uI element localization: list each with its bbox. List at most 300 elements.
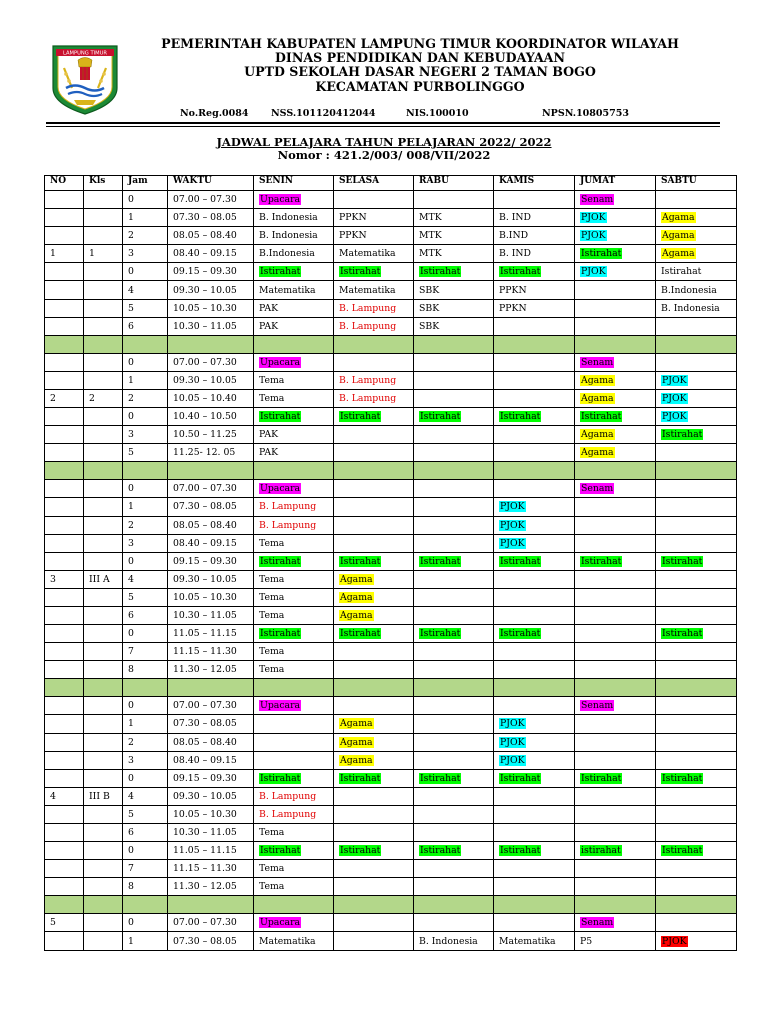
subject-cell bbox=[575, 932, 656, 950]
period-cell bbox=[123, 371, 168, 389]
nss-number: NSS.101120412044 bbox=[271, 108, 376, 119]
subject-label: 10.30 – 11.05 bbox=[173, 320, 237, 332]
subject-cell bbox=[414, 444, 494, 462]
subject-cell bbox=[494, 733, 575, 751]
subject-cell bbox=[656, 263, 737, 281]
table-row bbox=[45, 751, 737, 769]
subject-label: Agama bbox=[340, 718, 373, 730]
subject-label: Istirahat bbox=[340, 266, 381, 278]
class-number-cell bbox=[45, 878, 84, 896]
subject-label: 11.15 – 11.30 bbox=[173, 863, 237, 875]
subject-cell bbox=[334, 751, 414, 769]
subject-cell bbox=[334, 299, 414, 317]
class-level-cell bbox=[84, 516, 123, 534]
subject-cell bbox=[414, 932, 494, 950]
subject-label: 08.05 – 08.40 bbox=[173, 230, 237, 242]
period-cell bbox=[123, 697, 168, 715]
table-header-row bbox=[45, 176, 737, 191]
subject-cell bbox=[656, 824, 737, 842]
subject-cell bbox=[494, 860, 575, 878]
subject-label: MTK bbox=[419, 230, 442, 242]
class-level-cell bbox=[84, 588, 123, 606]
separator-cell bbox=[575, 896, 656, 914]
subject-cell bbox=[414, 534, 494, 552]
subject-label: 5 bbox=[128, 302, 134, 314]
subject-cell bbox=[334, 878, 414, 896]
subject-cell bbox=[575, 661, 656, 679]
subject-label: B. Lampung bbox=[259, 519, 317, 531]
subject-cell bbox=[334, 480, 414, 498]
subject-label: 0 bbox=[128, 555, 134, 567]
time-cell bbox=[168, 914, 254, 932]
subject-cell bbox=[494, 643, 575, 661]
subject-cell bbox=[254, 353, 334, 371]
subject-label: Istirahat bbox=[420, 845, 461, 857]
time-cell bbox=[168, 498, 254, 516]
subject-label: Istirahat bbox=[581, 555, 622, 567]
subject-cell bbox=[414, 552, 494, 570]
subject-cell bbox=[656, 245, 737, 263]
subject-cell bbox=[575, 209, 656, 227]
subject-label: MTK bbox=[419, 248, 442, 260]
subject-label: 4 bbox=[128, 573, 134, 585]
subject-cell bbox=[575, 805, 656, 823]
subject-label: Upacara bbox=[260, 917, 301, 929]
subject-label: 11.30 – 12.05 bbox=[173, 664, 237, 676]
subject-cell bbox=[656, 932, 737, 950]
subject-cell bbox=[656, 353, 737, 371]
class-level-cell bbox=[84, 498, 123, 516]
separator-cell bbox=[656, 335, 737, 353]
subject-label: P5 bbox=[580, 935, 593, 947]
subject-cell bbox=[414, 860, 494, 878]
subject-label: Agama bbox=[581, 429, 614, 441]
subject-cell bbox=[494, 480, 575, 498]
subject-cell bbox=[656, 534, 737, 552]
time-cell bbox=[168, 860, 254, 878]
subject-label: SBK bbox=[419, 302, 440, 314]
table-row bbox=[45, 516, 737, 534]
subject-cell bbox=[254, 715, 334, 733]
subject-label: Tema bbox=[259, 610, 285, 622]
period-cell bbox=[123, 227, 168, 245]
subject-label: 0 bbox=[128, 194, 134, 206]
period-cell bbox=[123, 245, 168, 263]
subject-label: 7 bbox=[128, 646, 134, 658]
subject-cell bbox=[254, 552, 334, 570]
separator-cell bbox=[45, 335, 84, 353]
class-number-cell bbox=[45, 860, 84, 878]
class-level-cell bbox=[84, 733, 123, 751]
subject-cell bbox=[334, 552, 414, 570]
separator-cell bbox=[414, 335, 494, 353]
subject-cell bbox=[414, 191, 494, 209]
subject-label: Istirahat bbox=[500, 628, 541, 640]
table-row bbox=[45, 245, 737, 263]
subject-cell bbox=[656, 805, 737, 823]
class-level-cell bbox=[84, 661, 123, 679]
subject-label: Istirahat bbox=[662, 429, 703, 441]
subject-cell bbox=[575, 625, 656, 643]
col-header-kamis: KAMIS bbox=[494, 176, 575, 191]
subject-label: Tema bbox=[259, 537, 285, 549]
subject-label: 08.40 – 09.15 bbox=[173, 248, 237, 260]
subject-cell bbox=[254, 914, 334, 932]
col-header-sabtu: SABTU bbox=[656, 176, 737, 191]
subject-cell bbox=[414, 389, 494, 407]
separator-cell bbox=[414, 679, 494, 697]
period-cell bbox=[123, 426, 168, 444]
period-cell bbox=[123, 299, 168, 317]
period-cell bbox=[123, 498, 168, 516]
class-level-cell bbox=[84, 697, 123, 715]
table-row bbox=[45, 787, 737, 805]
subject-cell bbox=[414, 263, 494, 281]
subject-cell bbox=[656, 606, 737, 624]
subject-cell bbox=[494, 606, 575, 624]
header-line-2: DINAS PENDIDIKAN DAN KEBUDAYAAN bbox=[275, 50, 565, 66]
class-level-cell bbox=[84, 805, 123, 823]
subject-label: Tema bbox=[259, 827, 285, 839]
subject-label: 08.40 – 09.15 bbox=[173, 754, 237, 766]
subject-label: Agama bbox=[581, 392, 614, 404]
subject-label: 11.05 – 11.15 bbox=[173, 845, 237, 857]
class-number-cell bbox=[45, 371, 84, 389]
class-level-cell: 2 bbox=[84, 389, 123, 407]
subject-label: Istirahat bbox=[500, 845, 541, 857]
subject-cell bbox=[575, 245, 656, 263]
subject-label: 09.15 – 09.30 bbox=[173, 266, 237, 278]
separator-cell bbox=[45, 896, 84, 914]
class-level-cell bbox=[84, 878, 123, 896]
period-cell bbox=[123, 263, 168, 281]
subject-label: B. Lampung bbox=[259, 790, 317, 802]
class-level-cell bbox=[84, 824, 123, 842]
subject-label: 09.30 – 10.05 bbox=[173, 284, 237, 296]
subject-label: 0 bbox=[128, 266, 134, 278]
subject-cell bbox=[494, 570, 575, 588]
period-cell bbox=[123, 353, 168, 371]
subject-cell bbox=[254, 787, 334, 805]
subject-cell bbox=[656, 552, 737, 570]
subject-cell bbox=[254, 281, 334, 299]
subject-cell bbox=[254, 805, 334, 823]
period-cell bbox=[123, 860, 168, 878]
subject-cell bbox=[414, 697, 494, 715]
period-cell bbox=[123, 480, 168, 498]
class-number-cell bbox=[45, 932, 84, 950]
separator-cell bbox=[494, 335, 575, 353]
subject-label: 3 bbox=[128, 248, 134, 260]
subject-cell bbox=[656, 444, 737, 462]
subject-label: 4 bbox=[128, 790, 134, 802]
table-row bbox=[45, 932, 737, 950]
table-row bbox=[45, 281, 737, 299]
table-row bbox=[45, 661, 737, 679]
subject-cell bbox=[575, 769, 656, 787]
time-cell bbox=[168, 408, 254, 426]
subject-cell bbox=[414, 299, 494, 317]
subject-label: 2 bbox=[128, 519, 134, 531]
subject-label: 10.30 – 11.05 bbox=[173, 610, 237, 622]
table-row bbox=[45, 570, 737, 588]
subject-label: 1 bbox=[128, 718, 134, 730]
separator-cell bbox=[575, 679, 656, 697]
subject-cell bbox=[334, 661, 414, 679]
table-row bbox=[45, 606, 737, 624]
subject-cell bbox=[254, 733, 334, 751]
class-level-cell bbox=[84, 209, 123, 227]
subject-label: PJOK bbox=[662, 935, 687, 947]
time-cell bbox=[168, 805, 254, 823]
class-level-cell bbox=[84, 769, 123, 787]
schedule-title: JADWAL PELAJARA TAHUN PELAJARAN 2022/ 2022 bbox=[216, 135, 552, 149]
subject-cell bbox=[414, 661, 494, 679]
subject-cell bbox=[656, 317, 737, 335]
subject-cell bbox=[334, 697, 414, 715]
col-header-selasa: SELASA bbox=[334, 176, 414, 191]
time-cell bbox=[168, 715, 254, 733]
subject-label: Tema bbox=[259, 591, 285, 603]
class-level-cell bbox=[84, 299, 123, 317]
subject-label: B. Indonesia bbox=[419, 935, 478, 947]
subject-label: Istirahat bbox=[420, 628, 461, 640]
subject-cell bbox=[656, 697, 737, 715]
class-number-cell bbox=[45, 733, 84, 751]
subject-label: Istirahat bbox=[340, 555, 381, 567]
period-cell bbox=[123, 281, 168, 299]
subject-cell bbox=[494, 389, 575, 407]
subject-cell bbox=[334, 588, 414, 606]
group-separator-row bbox=[45, 462, 737, 480]
separator-cell bbox=[334, 335, 414, 353]
time-cell bbox=[168, 625, 254, 643]
subject-cell bbox=[334, 444, 414, 462]
subject-cell bbox=[414, 643, 494, 661]
subject-label: Tema bbox=[259, 863, 285, 875]
subject-cell bbox=[414, 842, 494, 860]
period-cell bbox=[123, 209, 168, 227]
subject-cell bbox=[656, 299, 737, 317]
subject-label: Agama bbox=[340, 573, 373, 585]
subject-cell bbox=[254, 191, 334, 209]
col-header-no: NO bbox=[45, 176, 84, 191]
subject-cell bbox=[334, 733, 414, 751]
period-cell bbox=[123, 408, 168, 426]
table-row bbox=[45, 588, 737, 606]
table-row bbox=[45, 299, 737, 317]
subject-label: Istirahat bbox=[420, 772, 461, 784]
subject-cell bbox=[494, 932, 575, 950]
table-row bbox=[45, 824, 737, 842]
header-rule-thick bbox=[46, 122, 720, 124]
subject-cell bbox=[414, 498, 494, 516]
subject-cell bbox=[414, 824, 494, 842]
period-cell bbox=[123, 191, 168, 209]
subject-cell bbox=[254, 444, 334, 462]
subject-label: 09.30 – 10.05 bbox=[173, 374, 237, 386]
subject-label: Istirahat bbox=[581, 772, 622, 784]
subject-cell bbox=[656, 769, 737, 787]
time-cell bbox=[168, 516, 254, 534]
subject-cell bbox=[334, 769, 414, 787]
subject-label: Istirahat bbox=[340, 845, 381, 857]
time-cell bbox=[168, 245, 254, 263]
period-cell bbox=[123, 842, 168, 860]
subject-label: 8 bbox=[128, 881, 134, 893]
subject-label: 10.05 – 10.30 bbox=[173, 808, 237, 820]
separator-cell bbox=[656, 679, 737, 697]
class-number-cell bbox=[45, 191, 84, 209]
subject-label: 0 bbox=[128, 845, 134, 857]
table-row bbox=[45, 480, 737, 498]
subject-cell bbox=[575, 408, 656, 426]
subject-cell bbox=[656, 914, 737, 932]
class-level-cell bbox=[84, 444, 123, 462]
subject-cell bbox=[414, 625, 494, 643]
subject-cell bbox=[575, 371, 656, 389]
subject-cell bbox=[656, 426, 737, 444]
time-cell bbox=[168, 878, 254, 896]
subject-label: PJOK bbox=[662, 374, 687, 386]
subject-label: Senam bbox=[581, 917, 614, 929]
subject-cell bbox=[494, 661, 575, 679]
table-row bbox=[45, 191, 737, 209]
subject-label: Senam bbox=[581, 194, 614, 206]
separator-cell bbox=[334, 679, 414, 697]
subject-cell bbox=[414, 209, 494, 227]
class-level-cell bbox=[84, 552, 123, 570]
subject-label: 10.05 – 10.30 bbox=[173, 302, 237, 314]
class-number-cell bbox=[45, 480, 84, 498]
class-number-cell bbox=[45, 715, 84, 733]
separator-cell bbox=[414, 462, 494, 480]
separator-cell bbox=[123, 896, 168, 914]
subject-cell bbox=[254, 227, 334, 245]
class-level-cell bbox=[84, 317, 123, 335]
class-number-cell bbox=[45, 263, 84, 281]
subject-cell bbox=[656, 878, 737, 896]
subject-cell bbox=[254, 534, 334, 552]
subject-cell bbox=[494, 697, 575, 715]
subject-cell bbox=[254, 480, 334, 498]
subject-cell bbox=[656, 715, 737, 733]
class-number-cell: 2 bbox=[45, 389, 84, 407]
class-number-cell bbox=[45, 227, 84, 245]
subject-cell bbox=[494, 625, 575, 643]
subject-cell bbox=[254, 751, 334, 769]
time-cell bbox=[168, 191, 254, 209]
subject-label: B.IND bbox=[499, 230, 529, 242]
subject-cell bbox=[494, 498, 575, 516]
subject-label: Istirahat bbox=[420, 266, 461, 278]
subject-cell bbox=[575, 733, 656, 751]
subject-label: Agama bbox=[340, 736, 373, 748]
subject-label: 11.30 – 12.05 bbox=[173, 881, 237, 893]
subject-cell bbox=[414, 588, 494, 606]
separator-cell bbox=[84, 679, 123, 697]
subject-cell bbox=[494, 715, 575, 733]
subject-cell bbox=[656, 516, 737, 534]
separator-cell bbox=[45, 679, 84, 697]
subject-cell bbox=[575, 552, 656, 570]
nis-number: NIS.100010 bbox=[406, 108, 469, 119]
class-level-cell: III B bbox=[84, 787, 123, 805]
subject-cell bbox=[334, 498, 414, 516]
subject-label: 0 bbox=[128, 411, 134, 423]
class-level-cell bbox=[84, 426, 123, 444]
subject-label: SBK bbox=[419, 284, 440, 296]
class-number-cell bbox=[45, 281, 84, 299]
col-header-jam: Jam bbox=[123, 176, 168, 191]
separator-cell bbox=[84, 896, 123, 914]
subject-label: 0 bbox=[128, 700, 134, 712]
subject-label: Istirahat bbox=[500, 555, 541, 567]
subject-cell bbox=[494, 227, 575, 245]
subject-cell bbox=[254, 299, 334, 317]
subject-cell bbox=[575, 842, 656, 860]
subject-cell bbox=[494, 751, 575, 769]
subject-cell bbox=[575, 697, 656, 715]
subject-cell bbox=[494, 824, 575, 842]
table-row bbox=[45, 263, 737, 281]
subject-label: 07.00 – 07.30 bbox=[173, 356, 237, 368]
subject-label: 5 bbox=[128, 808, 134, 820]
separator-cell bbox=[84, 462, 123, 480]
subject-cell bbox=[575, 426, 656, 444]
subject-label: Agama bbox=[340, 610, 373, 622]
period-cell bbox=[123, 552, 168, 570]
subject-cell bbox=[334, 209, 414, 227]
subject-label: 10.30 – 11.05 bbox=[173, 827, 237, 839]
subject-label: Matematika bbox=[259, 935, 316, 947]
class-number-cell bbox=[45, 209, 84, 227]
separator-cell bbox=[334, 896, 414, 914]
table-row bbox=[45, 209, 737, 227]
class-number-cell bbox=[45, 552, 84, 570]
separator-cell bbox=[123, 462, 168, 480]
time-cell bbox=[168, 787, 254, 805]
svg-text:LAMPUNG TIMUR: LAMPUNG TIMUR bbox=[62, 50, 108, 57]
group-separator-row bbox=[45, 335, 737, 353]
subject-label: 7 bbox=[128, 863, 134, 875]
col-header-waktu: WAKTU bbox=[168, 176, 254, 191]
period-cell bbox=[123, 769, 168, 787]
subject-cell bbox=[575, 353, 656, 371]
subject-cell bbox=[656, 191, 737, 209]
separator-cell bbox=[414, 896, 494, 914]
subject-label: 09.15 – 09.30 bbox=[173, 555, 237, 567]
subject-cell bbox=[575, 498, 656, 516]
subject-cell bbox=[334, 860, 414, 878]
subject-cell bbox=[254, 389, 334, 407]
subject-label: PJOK bbox=[500, 718, 525, 730]
time-cell bbox=[168, 227, 254, 245]
subject-cell bbox=[254, 209, 334, 227]
col-header-kls: Kls bbox=[84, 176, 123, 191]
col-header-rabu: RABU bbox=[414, 176, 494, 191]
subject-cell bbox=[575, 299, 656, 317]
subject-cell bbox=[254, 245, 334, 263]
subject-cell bbox=[656, 860, 737, 878]
subject-label: Tema bbox=[259, 646, 285, 658]
period-cell bbox=[123, 317, 168, 335]
subject-cell bbox=[656, 371, 737, 389]
separator-cell bbox=[84, 335, 123, 353]
time-cell bbox=[168, 751, 254, 769]
group-separator-row bbox=[45, 896, 737, 914]
subject-label: 07.30 – 08.05 bbox=[173, 935, 237, 947]
